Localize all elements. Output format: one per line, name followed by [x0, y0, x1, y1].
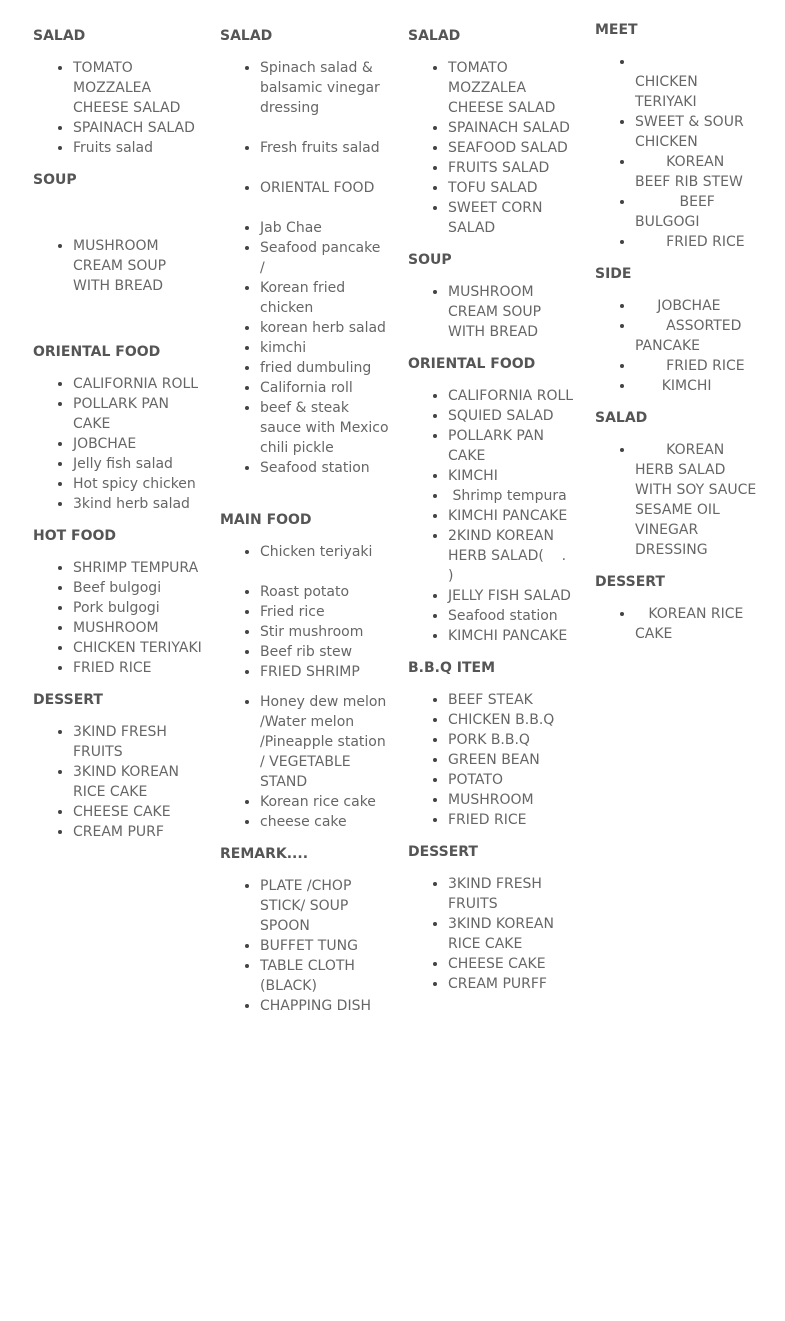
menu-item: • SPAINACH SALAD	[448, 118, 580, 138]
menu-list	[33, 558, 205, 678]
menu-list	[220, 876, 392, 1016]
menu-item: • SQUIED SALAD	[448, 406, 580, 426]
menu-list	[220, 542, 413, 832]
menu-item: • korean herb salad	[260, 318, 392, 338]
section-heading: MEET	[595, 22, 638, 38]
menu-item: • Roast potato	[260, 582, 392, 602]
menu-item: • CHICKEN B.B.Q	[448, 710, 580, 730]
menu-list	[33, 722, 205, 842]
menu-list	[595, 604, 760, 644]
menu-item: • KIMCHI	[635, 376, 760, 396]
menu-list	[33, 374, 205, 514]
menu-item: • TOMATO MOZZALEA CHEESE SALAD	[448, 58, 580, 118]
menu-item: • JOBCHAE	[635, 296, 760, 316]
menu-item: • PORK B.B.Q	[448, 730, 580, 750]
menu-item: • CHICKEN TERIYAKI	[73, 638, 205, 658]
menu-item: • MUSHROOM	[73, 618, 205, 638]
menu-list	[408, 386, 593, 646]
menu-item: • POLLARK PAN CAKE	[73, 394, 205, 434]
section-heading: DESSERT	[408, 844, 478, 860]
menu-item: • Korean fried chicken	[260, 278, 392, 318]
menu-item: • TABLE CLOTH (BLACK)	[260, 956, 392, 996]
menu-item: • BEEF BULGOGI	[635, 192, 760, 232]
section-heading: SALAD	[408, 28, 461, 44]
menu-item: • 3KIND KOREAN RICE CAKE	[448, 914, 580, 954]
menu-item: • Fruits salad	[73, 138, 205, 158]
menu-item: • SWEET CORN SALAD	[448, 198, 580, 238]
menu-list	[408, 58, 580, 238]
menu-item: • FRIED SHRIMP	[260, 662, 392, 682]
section-heading: HOT FOOD	[33, 528, 117, 544]
menu-item: • JELLY FISH SALAD	[448, 586, 580, 606]
menu-item: • Fried rice	[260, 602, 392, 622]
menu-item: • SHRIMP TEMPURA	[73, 558, 205, 578]
menu-item: • KIMCHI PANCAKE	[448, 626, 580, 646]
menu-list	[595, 52, 760, 252]
menu-list	[408, 690, 580, 830]
menu-item: • Fresh fruits salad	[260, 138, 392, 158]
menu-item: • FRIED RICE	[448, 810, 580, 830]
menu-item: • fried dumbuling	[260, 358, 392, 378]
menu-item: • MUSHROOM	[448, 790, 580, 810]
menu-item: • TOFU SALAD	[448, 178, 580, 198]
menu-item: • Stir mushroom	[260, 622, 392, 642]
menu-item: • ORIENTAL FOOD	[260, 178, 392, 198]
menu-item: • Spinach salad & balsamic vinegar dressing	[260, 58, 392, 118]
menu-list	[33, 58, 205, 158]
menu-item: • JOBCHAE	[73, 434, 205, 454]
menu-list	[408, 874, 580, 994]
menu-list	[595, 296, 760, 396]
section-heading: SIDE	[595, 266, 632, 282]
menu-item: • KIMCHI	[448, 466, 580, 486]
menu-item: • GREEN BEAN	[448, 750, 580, 770]
menu-item: • MUSHROOM CREAM SOUP WITH BREAD	[448, 282, 580, 342]
menu-item: • FRIED RICE	[635, 232, 760, 252]
section-heading: DESSERT	[33, 692, 103, 708]
menu-column-4	[595, 20, 760, 656]
menu-item: • BEEF STEAK	[448, 690, 580, 710]
menu-item: • Jab Chae	[260, 218, 392, 238]
menu-item: • CREAM PURFF	[448, 974, 580, 994]
section-heading: B.B.Q ITEM	[408, 660, 496, 676]
menu-item: • Chicken teriyaki	[260, 542, 392, 562]
menu-item: • CHAPPING DISH	[260, 996, 392, 1016]
menu-item: • Beef rib stew	[260, 642, 392, 662]
menu-item: • cheese cake	[260, 812, 392, 832]
section-heading: ORIENTAL FOOD	[408, 356, 536, 372]
menu-item: • POTATO	[448, 770, 580, 790]
section-heading: ORIENTAL FOOD	[33, 344, 161, 360]
menu-item: • 3KIND KOREAN RICE CAKE	[73, 762, 205, 802]
section-heading: SOUP	[408, 252, 452, 268]
menu-item: • PLATE /CHOP STICK/ SOUP SPOON	[260, 876, 392, 936]
menu-item: • CALIFORNIA ROLL	[448, 386, 580, 406]
menu-column-3	[408, 26, 593, 1006]
menu-item: • TOMATO MOZZALEA CHEESE SALAD	[73, 58, 205, 118]
menu-item: • CREAM PURF	[73, 822, 205, 842]
menu-item: • MUSHROOM CREAM SOUP WITH BREAD	[73, 236, 205, 296]
section-heading: SALAD	[595, 410, 648, 426]
menu-item: • CHEESE CAKE	[448, 954, 580, 974]
menu-item: • BUFFET TUNG	[260, 936, 392, 956]
menu-item: • KOREAN RICE CAKE	[635, 604, 760, 644]
menu-item: • Jelly fish salad	[73, 454, 205, 474]
section-heading: MAIN FOOD	[220, 512, 312, 528]
menu-item: • SPAINACH SALAD	[73, 118, 205, 138]
menu-item: • Beef bulgogi	[73, 578, 205, 598]
menu-item: • SWEET & SOUR CHICKEN	[635, 112, 760, 152]
menu-item: • beef & steak sauce with Mexico chili pickle	[260, 398, 392, 458]
menu-column-1	[33, 26, 205, 854]
menu-item: • KOREAN HERB SALAD WITH SOY SAUCE SESAME OIL VINEGAR DRESSING	[635, 440, 760, 560]
section-heading: SALAD	[220, 28, 273, 44]
section-heading: SOUP	[33, 172, 77, 188]
menu-item: • Pork bulgogi	[73, 598, 205, 618]
menu-item: • California roll	[260, 378, 392, 398]
menu-item: • kimchi	[260, 338, 392, 358]
menu-item: • KOREAN BEEF RIB STEW	[635, 152, 760, 192]
menu-item: • Hot spicy chicken	[73, 474, 205, 494]
menu-column-2	[220, 26, 425, 1028]
menu-item: • CALIFORNIA ROLL	[73, 374, 205, 394]
menu-item: • FRIED RICE	[73, 658, 205, 678]
menu-item: • 3KIND FRESH FRUITS	[73, 722, 205, 762]
menu-list	[408, 282, 580, 342]
menu-item: • Seafood station	[448, 606, 580, 626]
menu-item: • Shrimp tempura	[448, 486, 580, 506]
section-heading: DESSERT	[595, 574, 665, 590]
menu-item: • 2KIND KOREAN HERB SALAD( . )	[448, 526, 580, 586]
menu-item: • POLLARK PAN CAKE	[448, 426, 580, 466]
menu-item: • CHEESE CAKE	[73, 802, 205, 822]
menu-item: • ASSORTED PANCAKE	[635, 316, 760, 356]
menu-item: • FRUITS SALAD	[448, 158, 580, 178]
menu-item: • 3kind herb salad	[73, 494, 205, 514]
menu-item: • Honey dew melon /Water melon /Pineapple station / VEGETABLE STAND	[260, 692, 392, 792]
menu-item: • Seafood station	[260, 458, 392, 478]
menu-item: • FRIED RICE	[635, 356, 760, 376]
menu-item: • KIMCHI PANCAKE	[448, 506, 580, 526]
menu-list	[220, 58, 425, 478]
section-heading: REMARK....	[220, 846, 309, 862]
menu-item: • SEAFOOD SALAD	[448, 138, 580, 158]
menu-item: • 3KIND FRESH FRUITS	[448, 874, 580, 914]
menu-list	[33, 236, 205, 296]
menu-item: • CHICKEN TERIYAKI	[635, 52, 760, 112]
menu-item: • Korean rice cake	[260, 792, 392, 812]
menu-item: • Seafood pancake /	[260, 238, 392, 278]
menu-list	[595, 440, 760, 560]
section-heading: SALAD	[33, 28, 86, 44]
